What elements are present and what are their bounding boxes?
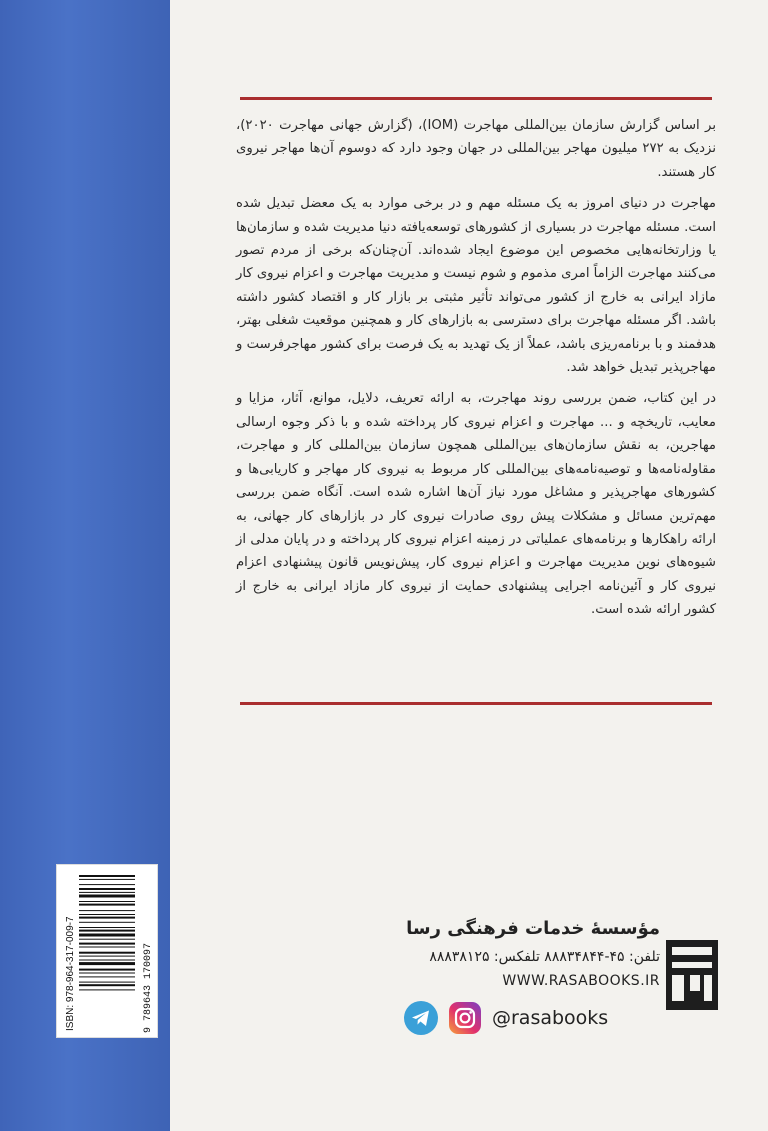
publisher-info xyxy=(330,918,660,995)
barcode-bar xyxy=(79,976,135,977)
blurb-paragraph-3: در این کتاب، ضمن بررسی روند مهاجرت، به ارائه تعریف، دلایل، موانع، آثار، مزایا و معایب، تاریخچه و ... مهاجرت و اعزام نیروی کار پرداخته شده و با ذکر وجوه ارسالی مهاجرین، به نقش سازمان‌های بین‌المللی همچون سازمان بین‌المللی کار و مهاجرت، مقاوله‌نامه‌ها و توصیه‌نامه‌های بین‌المللی کار مربوط به نیروی کار مهاجر و کاریابی‌ها و کشورهای مهاجرپذیر و مشاغل مورد نیاز آن‌ها اشاره شده است. آنگاه ضمن بررسی مهم‌ترین مسائل و مشکلات پیش روی صادرات نیروی کار در بازارهای کار جهانی، به ارائه راهکارها و برنامه‌های عملیاتی در زمینه اعزام نیروی کار پرداخته و در پایان مدلی از شیوه‌های نوین مدیریت مهاجرت و اعزام نیروی کار، پیش‌نویس قانون پیشنهادی اعزام نیروی کار و آئین‌نامه اجرایی پیشنهادی حمایت از نیروی کار مازاد ایرانی به خارج از کشور ارائه شده است. xyxy=(236,391,716,618)
barcode-bar xyxy=(79,989,135,990)
barcode-bar xyxy=(79,910,135,911)
publisher-name: مؤسسهٔ خدمات فرهنگی رسا xyxy=(406,918,660,939)
barcode-bar xyxy=(79,888,135,890)
barcode-bar xyxy=(79,982,135,983)
barcode-bar xyxy=(79,904,135,906)
publisher-logo-icon xyxy=(664,938,720,1012)
social-row xyxy=(404,1000,608,1036)
blurb-text xyxy=(236,114,716,630)
barcode-bar xyxy=(79,943,135,945)
barcode-bar xyxy=(79,914,135,915)
barcode-bar xyxy=(79,917,135,919)
barcode-bar xyxy=(79,939,135,940)
barcode-graphic xyxy=(57,865,157,1037)
barcode-bar xyxy=(79,984,135,986)
barcode-bar xyxy=(79,875,135,877)
blurb-paragraph-2: مهاجرت در دنیای امروز به یک مسئله مهم و در برخی موارد به یک معضل تبدیل شده است. مسئله مهاجرت در بسیاری از کشورهای توسعه‌یافته دنیا مدیریت شده و سازمان‌ها یا وزارتخانه‌هایی مخصوص این موضوع ایجاد شده‌اند. آن‌چنان‌که برخی از مردم تصور می‌کنند مهاجرت الزاماً امری مذموم و شوم نیست و مدیریت مهاجرت و اعزام نیروی کار مازاد ایرانی به خارج از کشور می‌تواند تأثیر مثبتی بر بازار کار و اقتصاد کشور داشته باشد. اگر مسئله مهاجرت برای دسترسی به بازارهای کار و همچنین موقعیت شغلی بهتر، هدفمند و با برنامه‌ریزی باشد، عملاً از یک تهدید به یک فرصت برای کشور مهاجرفرست و مهاجرپذیر تبدیل خواهد شد. xyxy=(236,196,716,376)
telegram-icon[interactable] xyxy=(404,1001,438,1035)
barcode-bar xyxy=(79,973,135,974)
barcode-bar xyxy=(79,901,135,902)
barcode-bar xyxy=(79,969,135,971)
barcode-bar xyxy=(79,879,135,880)
barcode-bar xyxy=(79,884,135,885)
barcode-bar xyxy=(79,927,135,928)
website-link[interactable]: WWW.RASABOOKS.IR xyxy=(502,973,660,989)
barcode-digits: 9 789643 170097 xyxy=(143,942,154,1033)
barcode-bar xyxy=(79,952,135,954)
blurb-paragraph-1: بر اساس گزارش سازمان بین‌المللی مهاجرت (IOM)، (گزارش جهانی مهاجرت ۲۰۲۰)، نزدیک به ۲۷۲ میلیون مهاجر بین‌المللی در جهان وجود دارد که دوسوم آن‌ها مهاجر نیروی کار هستند. xyxy=(236,118,717,180)
barcode-bar xyxy=(79,895,135,898)
barcode-bar xyxy=(79,934,135,937)
instagram-icon[interactable] xyxy=(448,1001,482,1035)
phone-fax-line: تلفن: ۴۵-۸۸۸۳۴۸۴۴ تلفکس: ۸۸۸۳۸۱۲۵ xyxy=(429,949,660,965)
isbn-barcode xyxy=(56,864,158,1038)
top-divider xyxy=(240,97,712,100)
barcode-bar xyxy=(79,892,135,893)
barcode-bar xyxy=(79,956,135,957)
social-handle[interactable]: @rasabooks xyxy=(492,1007,609,1029)
barcode-bar xyxy=(79,930,135,932)
barcode-bar xyxy=(79,947,135,948)
barcode-bar xyxy=(79,962,135,965)
bottom-divider xyxy=(240,702,712,705)
barcode-bar xyxy=(79,922,135,923)
isbn-label: ISBN: 978-964-317-009-7 xyxy=(65,916,76,1031)
barcode-bar xyxy=(79,960,135,961)
